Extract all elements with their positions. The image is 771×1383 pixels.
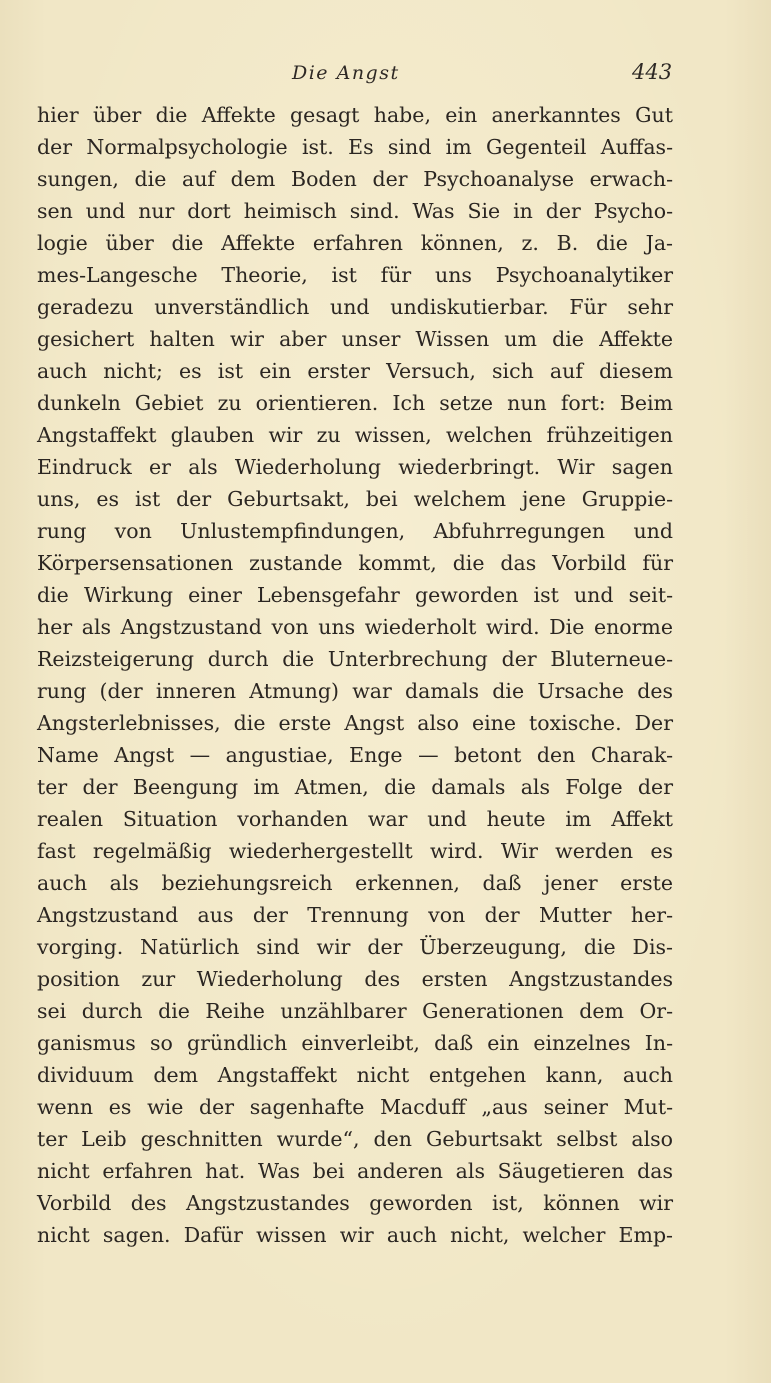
text-line: logie über die Affekte erfahren können, z. B. die Ja-: [37, 231, 673, 255]
text-line: die Wirkung einer Lebensgefahr geworden ist und seit-: [37, 583, 673, 607]
text-line: vorging. Natürlich sind wir der Überzeugung, die Dis-: [37, 935, 673, 959]
body-text: [37, 99, 673, 1251]
text-line: nicht erfahren hat. Was bei anderen als Säugetieren das: [37, 1159, 673, 1183]
running-title: Die Angst: [292, 62, 400, 84]
text-line: Vorbild des Angstzustandes geworden ist, können wir: [37, 1191, 673, 1215]
text-line: uns, es ist der Geburtsakt, bei welchem jene Gruppie-: [37, 487, 673, 511]
text-line: dividuum dem Angstaffekt nicht entgehen kann, auch: [37, 1063, 673, 1087]
text-line: Eindruck er als Wiederholung wiederbringt. Wir sagen: [37, 455, 673, 479]
text-line: der Normalpsychologie ist. Es sind im Gegenteil Auffas-: [37, 135, 673, 159]
text-line: mes-Langesche Theorie, ist für uns Psychoanalytiker: [37, 263, 673, 287]
text-line: dunkeln Gebiet zu orientieren. Ich setze nun fort: Beim: [37, 391, 673, 415]
text-line: rung (der inneren Atmung) war damals die Ursache des: [37, 679, 673, 703]
text-line: sungen, die auf dem Boden der Psychoanalyse erwach-: [37, 167, 673, 191]
page-number: 443: [632, 60, 673, 84]
text-line: sei durch die Reihe unzählbarer Generationen dem Or-: [37, 999, 673, 1023]
text-line: Angstaffekt glauben wir zu wissen, welchen frühzeitigen: [37, 423, 673, 447]
text-line: position zur Wiederholung des ersten Angstzustandes: [37, 967, 673, 991]
text-line: Name Angst — angustiae, Enge — betont den Charak-: [37, 743, 673, 767]
text-line: Angstzustand aus der Trennung von der Mutter her-: [37, 903, 673, 927]
text-line: hier über die Affekte gesagt habe, ein anerkanntes Gut: [37, 103, 673, 127]
page-header: [0, 62, 771, 90]
text-line: fast regelmäßig wiederhergestellt wird. Wir werden es: [37, 839, 673, 863]
text-line: wenn es wie der sagenhafte Macduff „aus seiner Mut-: [37, 1095, 673, 1119]
text-line: ganismus so gründlich einverleibt, daß ein einzelnes In-: [37, 1031, 673, 1055]
text-line: gesichert halten wir aber unser Wissen um die Affekte: [37, 327, 673, 351]
text-line: geradezu unverständlich und undiskutierbar. Für sehr: [37, 295, 673, 319]
text-line: her als Angstzustand von uns wiederholt wird. Die enorme: [37, 615, 673, 639]
text-line: nicht sagen. Dafür wissen wir auch nicht, welcher Emp-: [37, 1223, 673, 1247]
text-line: realen Situation vorhanden war und heute im Affekt: [37, 807, 673, 831]
text-line: ter der Beengung im Atmen, die damals als Folge der: [37, 775, 673, 799]
text-line: ter Leib geschnitten wurde“, den Geburtsakt selbst also: [37, 1127, 673, 1151]
text-line: rung von Unlustempfindungen, Abfuhrregungen und: [37, 519, 673, 543]
text-line: Reizsteigerung durch die Unterbrechung der Bluterneue-: [37, 647, 673, 671]
text-line: Körpersensationen zustande kommt, die das Vorbild für: [37, 551, 673, 575]
text-line: Angsterlebnisses, die erste Angst also eine toxische. Der: [37, 711, 673, 735]
text-line: auch als beziehungsreich erkennen, daß jener erste: [37, 871, 673, 895]
text-line: sen und nur dort heimisch sind. Was Sie in der Psycho-: [37, 199, 673, 223]
text-line: auch nicht; es ist ein erster Versuch, sich auf diesem: [37, 359, 673, 383]
